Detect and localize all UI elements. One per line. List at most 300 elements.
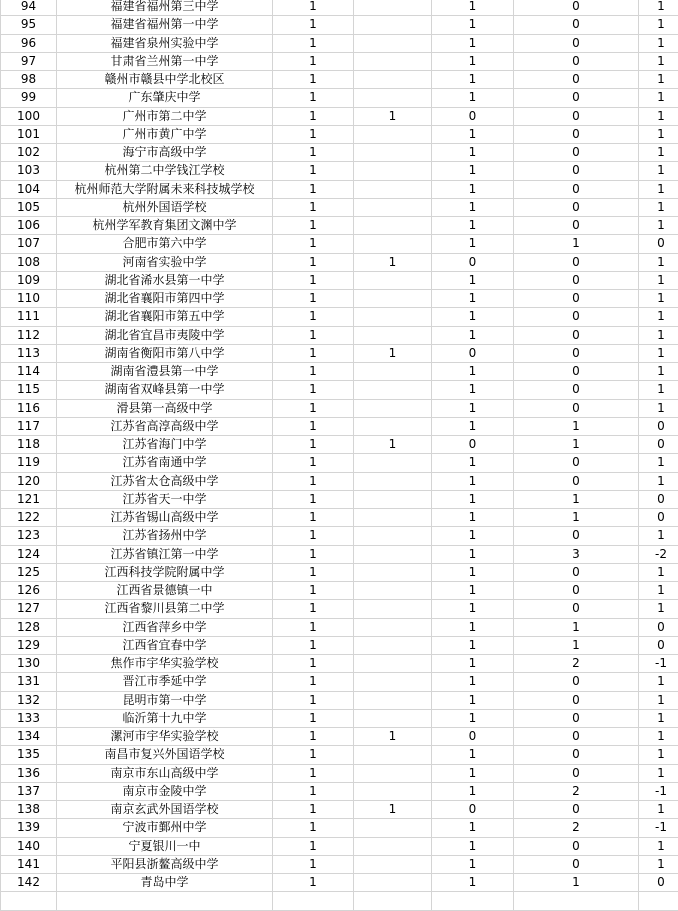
value-cell-c[interactable]: 1 xyxy=(432,16,514,34)
value-cell-d[interactable]: 1 xyxy=(514,874,639,892)
value-cell-e[interactable]: 1 xyxy=(639,144,678,162)
value-cell-b[interactable] xyxy=(354,89,432,107)
value-cell-d[interactable]: 1 xyxy=(514,509,639,527)
value-cell-c[interactable]: 1 xyxy=(432,709,514,727)
value-cell-b[interactable] xyxy=(354,746,432,764)
value-cell-e[interactable]: 0 xyxy=(639,636,678,654)
value-cell-c[interactable]: 1 xyxy=(432,655,514,673)
school-name-cell[interactable]: 广东肇庆中学 xyxy=(57,89,273,107)
school-name-cell[interactable]: 江苏省海门中学 xyxy=(57,436,273,454)
value-cell-b[interactable]: 1 xyxy=(354,107,432,125)
value-cell-c[interactable]: 1 xyxy=(432,125,514,143)
value-cell-d[interactable]: 2 xyxy=(514,655,639,673)
value-cell-d[interactable]: 1 xyxy=(514,636,639,654)
school-name-cell[interactable]: 河南省实验中学 xyxy=(57,253,273,271)
value-cell-e[interactable]: 1 xyxy=(639,326,678,344)
value-cell-e[interactable]: 0 xyxy=(639,417,678,435)
row-number-cell[interactable]: 116 xyxy=(1,399,57,417)
school-name-cell[interactable]: 杭州学军教育集团文渊中学 xyxy=(57,217,273,235)
value-cell-e[interactable]: -2 xyxy=(639,545,678,563)
value-cell-e[interactable]: 1 xyxy=(639,253,678,271)
value-cell-c[interactable]: 1 xyxy=(432,34,514,52)
value-cell-c[interactable]: 1 xyxy=(432,782,514,800)
school-name-cell[interactable]: 赣州市赣县中学北校区 xyxy=(57,71,273,89)
value-cell-a[interactable]: 1 xyxy=(273,381,354,399)
value-cell-b[interactable] xyxy=(354,764,432,782)
value-cell-b[interactable] xyxy=(354,308,432,326)
row-number-cell[interactable]: 123 xyxy=(1,527,57,545)
value-cell-d[interactable]: 0 xyxy=(514,344,639,362)
value-cell-c[interactable]: 0 xyxy=(432,107,514,125)
row-number-cell[interactable]: 95 xyxy=(1,16,57,34)
value-cell-a[interactable]: 1 xyxy=(273,801,354,819)
school-name-cell[interactable]: 江苏省扬州中学 xyxy=(57,527,273,545)
value-cell-d[interactable]: 0 xyxy=(514,89,639,107)
value-cell-d[interactable]: 0 xyxy=(514,563,639,581)
school-name-cell[interactable]: 宁波市鄞州中学 xyxy=(57,819,273,837)
value-cell-c[interactable]: 1 xyxy=(432,636,514,654)
value-cell-a[interactable]: 1 xyxy=(273,417,354,435)
school-name-cell[interactable]: 湖北省宜昌市夷陵中学 xyxy=(57,326,273,344)
value-cell-b[interactable] xyxy=(354,162,432,180)
value-cell-b[interactable] xyxy=(354,71,432,89)
row-number-cell[interactable]: 140 xyxy=(1,837,57,855)
value-cell-e[interactable]: 1 xyxy=(639,801,678,819)
row-number-cell[interactable]: 141 xyxy=(1,855,57,873)
value-cell-e[interactable]: 1 xyxy=(639,34,678,52)
value-cell-d[interactable]: 0 xyxy=(514,144,639,162)
row-number-cell[interactable]: 102 xyxy=(1,144,57,162)
value-cell-a[interactable]: 1 xyxy=(273,563,354,581)
value-cell-b[interactable]: 1 xyxy=(354,436,432,454)
value-cell-b[interactable] xyxy=(354,490,432,508)
row-number-cell[interactable]: 125 xyxy=(1,563,57,581)
school-name-cell[interactable]: 广州市黄广中学 xyxy=(57,125,273,143)
value-cell-d[interactable]: 0 xyxy=(514,271,639,289)
row-number-cell[interactable]: 117 xyxy=(1,417,57,435)
value-cell-a[interactable]: 1 xyxy=(273,746,354,764)
value-cell-c[interactable]: 1 xyxy=(432,673,514,691)
value-cell-d[interactable]: 0 xyxy=(514,107,639,125)
value-cell-d[interactable]: 2 xyxy=(514,819,639,837)
school-name-cell[interactable]: 湖北省襄阳市第五中学 xyxy=(57,308,273,326)
value-cell-d[interactable]: 0 xyxy=(514,855,639,873)
row-number-cell[interactable]: 139 xyxy=(1,819,57,837)
value-cell-e[interactable]: 1 xyxy=(639,180,678,198)
value-cell-e[interactable]: 0 xyxy=(639,509,678,527)
school-name-cell[interactable]: 江西科技学院附属中学 xyxy=(57,563,273,581)
school-name-cell[interactable]: 江西省景德镇一中 xyxy=(57,582,273,600)
value-cell-c[interactable]: 1 xyxy=(432,582,514,600)
value-cell-d[interactable]: 0 xyxy=(514,198,639,216)
value-cell-b[interactable] xyxy=(354,52,432,70)
value-cell-d[interactable]: 0 xyxy=(514,837,639,855)
value-cell-d[interactable]: 0 xyxy=(514,399,639,417)
value-cell-e[interactable]: 1 xyxy=(639,527,678,545)
value-cell-b[interactable] xyxy=(354,673,432,691)
value-cell-d[interactable]: 1 xyxy=(514,235,639,253)
value-cell-c[interactable]: 1 xyxy=(432,509,514,527)
value-cell-c[interactable]: 1 xyxy=(432,0,514,16)
school-name-cell[interactable]: 湖南省双峰县第一中学 xyxy=(57,381,273,399)
value-cell-e[interactable]: 0 xyxy=(639,874,678,892)
school-name-cell[interactable]: 湖南省衡阳市第八中学 xyxy=(57,344,273,362)
value-cell-b[interactable] xyxy=(354,782,432,800)
value-cell-d[interactable]: 3 xyxy=(514,545,639,563)
school-name-cell[interactable]: 南京市金陵中学 xyxy=(57,782,273,800)
value-cell-e[interactable]: 1 xyxy=(639,764,678,782)
value-cell-c[interactable]: 0 xyxy=(432,344,514,362)
value-cell-b[interactable] xyxy=(354,655,432,673)
value-cell-c[interactable]: 1 xyxy=(432,71,514,89)
value-cell-b[interactable] xyxy=(354,381,432,399)
value-cell-e[interactable]: -1 xyxy=(639,819,678,837)
value-cell-b[interactable] xyxy=(354,819,432,837)
row-number-cell[interactable]: 104 xyxy=(1,180,57,198)
school-name-cell[interactable]: 江苏省高淳高级中学 xyxy=(57,417,273,435)
row-number-cell[interactable]: 108 xyxy=(1,253,57,271)
value-cell-c[interactable]: 1 xyxy=(432,563,514,581)
row-number-cell[interactable]: 130 xyxy=(1,655,57,673)
value-cell-d[interactable]: 0 xyxy=(514,0,639,16)
value-cell-d[interactable]: 0 xyxy=(514,472,639,490)
value-cell-d[interactable]: 0 xyxy=(514,381,639,399)
school-name-cell[interactable]: 湖南省澧县第一中学 xyxy=(57,363,273,381)
value-cell-b[interactable] xyxy=(354,271,432,289)
row-number-cell[interactable]: 113 xyxy=(1,344,57,362)
row-number-cell[interactable]: 131 xyxy=(1,673,57,691)
value-cell-e[interactable]: 1 xyxy=(639,600,678,618)
school-name-cell[interactable]: 江苏省太仓高级中学 xyxy=(57,472,273,490)
value-cell-c[interactable]: 1 xyxy=(432,326,514,344)
value-cell-b[interactable] xyxy=(354,874,432,892)
value-cell-d[interactable]: 0 xyxy=(514,34,639,52)
value-cell-b[interactable] xyxy=(354,363,432,381)
value-cell-e[interactable]: 1 xyxy=(639,855,678,873)
school-name-cell[interactable]: 江苏省天一中学 xyxy=(57,490,273,508)
school-name-cell[interactable]: 晋江市季延中学 xyxy=(57,673,273,691)
row-number-cell[interactable]: 109 xyxy=(1,271,57,289)
value-cell-b[interactable]: 1 xyxy=(354,344,432,362)
value-cell-b[interactable] xyxy=(354,545,432,563)
value-cell-b[interactable] xyxy=(354,563,432,581)
value-cell-a[interactable]: 1 xyxy=(273,764,354,782)
value-cell-c[interactable]: 1 xyxy=(432,417,514,435)
value-cell-e[interactable]: 1 xyxy=(639,472,678,490)
row-number-cell[interactable]: 127 xyxy=(1,600,57,618)
value-cell-a[interactable]: 1 xyxy=(273,819,354,837)
row-number-cell[interactable]: 106 xyxy=(1,217,57,235)
value-cell-c[interactable]: 1 xyxy=(432,162,514,180)
value-cell-b[interactable] xyxy=(354,125,432,143)
value-cell-e[interactable]: 1 xyxy=(639,563,678,581)
row-number-cell[interactable]: 133 xyxy=(1,709,57,727)
value-cell-d[interactable]: 0 xyxy=(514,308,639,326)
value-cell-d[interactable]: 0 xyxy=(514,363,639,381)
row-number-cell[interactable]: 136 xyxy=(1,764,57,782)
school-name-cell[interactable]: 昆明市第一中学 xyxy=(57,691,273,709)
value-cell-e[interactable]: 1 xyxy=(639,16,678,34)
row-number-cell[interactable]: 105 xyxy=(1,198,57,216)
value-cell-d[interactable]: 0 xyxy=(514,16,639,34)
school-name-cell[interactable]: 甘肃省兰州第一中学 xyxy=(57,52,273,70)
value-cell-e[interactable]: 1 xyxy=(639,746,678,764)
value-cell-b[interactable]: 1 xyxy=(354,253,432,271)
school-name-cell[interactable]: 青岛中学 xyxy=(57,874,273,892)
value-cell-d[interactable]: 0 xyxy=(514,253,639,271)
value-cell-a[interactable]: 1 xyxy=(273,125,354,143)
school-name-cell[interactable]: 南京玄武外国语学校 xyxy=(57,801,273,819)
value-cell-e[interactable]: 1 xyxy=(639,125,678,143)
value-cell-e[interactable]: 0 xyxy=(639,436,678,454)
value-cell-a[interactable]: 1 xyxy=(273,855,354,873)
value-cell-a[interactable]: 1 xyxy=(273,34,354,52)
value-cell-e[interactable]: 1 xyxy=(639,344,678,362)
school-name-cell[interactable]: 江苏省南通中学 xyxy=(57,454,273,472)
value-cell-e[interactable]: 1 xyxy=(639,399,678,417)
value-cell-b[interactable] xyxy=(354,691,432,709)
value-cell-c[interactable]: 1 xyxy=(432,691,514,709)
value-cell-d[interactable]: 0 xyxy=(514,326,639,344)
value-cell-d[interactable]: 0 xyxy=(514,454,639,472)
school-name-cell[interactable]: 湖北省襄阳市第四中学 xyxy=(57,290,273,308)
value-cell-b[interactable] xyxy=(354,144,432,162)
row-number-cell[interactable]: 120 xyxy=(1,472,57,490)
value-cell-a[interactable]: 1 xyxy=(273,691,354,709)
value-cell-c[interactable]: 1 xyxy=(432,837,514,855)
value-cell-e[interactable]: 1 xyxy=(639,454,678,472)
row-number-cell[interactable]: 142 xyxy=(1,874,57,892)
row-number-cell[interactable]: 138 xyxy=(1,801,57,819)
value-cell-b[interactable]: 1 xyxy=(354,728,432,746)
value-cell-c[interactable]: 1 xyxy=(432,454,514,472)
value-cell-a[interactable]: 1 xyxy=(273,527,354,545)
row-number-cell[interactable]: 137 xyxy=(1,782,57,800)
value-cell-c[interactable]: 0 xyxy=(432,728,514,746)
school-name-cell[interactable]: 海宁市高级中学 xyxy=(57,144,273,162)
school-name-cell[interactable]: 焦作市宇华实验学校 xyxy=(57,655,273,673)
value-cell-e[interactable]: 1 xyxy=(639,162,678,180)
value-cell-e[interactable]: 1 xyxy=(639,52,678,70)
row-number-cell[interactable]: 107 xyxy=(1,235,57,253)
value-cell-a[interactable]: 1 xyxy=(273,673,354,691)
school-name-cell[interactable]: 南京市东山高级中学 xyxy=(57,764,273,782)
school-name-cell[interactable]: 湖北省浠水县第一中学 xyxy=(57,271,273,289)
value-cell-a[interactable]: 1 xyxy=(273,326,354,344)
value-cell-e[interactable]: 0 xyxy=(639,235,678,253)
value-cell-a[interactable]: 1 xyxy=(273,217,354,235)
value-cell-a[interactable]: 1 xyxy=(273,472,354,490)
row-number-cell[interactable]: 128 xyxy=(1,618,57,636)
value-cell-a[interactable]: 1 xyxy=(273,290,354,308)
value-cell-a[interactable]: 1 xyxy=(273,782,354,800)
value-cell-b[interactable] xyxy=(354,217,432,235)
value-cell-a[interactable]: 1 xyxy=(273,144,354,162)
value-cell-a[interactable]: 1 xyxy=(273,490,354,508)
value-cell-a[interactable]: 1 xyxy=(273,709,354,727)
value-cell-a[interactable]: 1 xyxy=(273,363,354,381)
value-cell-c[interactable]: 1 xyxy=(432,618,514,636)
value-cell-b[interactable] xyxy=(354,34,432,52)
row-number-cell[interactable]: 121 xyxy=(1,490,57,508)
row-number-cell[interactable]: 122 xyxy=(1,509,57,527)
value-cell-c[interactable]: 1 xyxy=(432,545,514,563)
value-cell-d[interactable]: 1 xyxy=(514,490,639,508)
value-cell-c[interactable]: 0 xyxy=(432,436,514,454)
value-cell-c[interactable]: 1 xyxy=(432,180,514,198)
value-cell-c[interactable]: 1 xyxy=(432,217,514,235)
value-cell-d[interactable]: 0 xyxy=(514,746,639,764)
value-cell-d[interactable]: 0 xyxy=(514,691,639,709)
value-cell-e[interactable]: 1 xyxy=(639,691,678,709)
value-cell-e[interactable]: 1 xyxy=(639,709,678,727)
row-number-cell[interactable]: 94 xyxy=(1,0,57,16)
value-cell-e[interactable]: 1 xyxy=(639,0,678,16)
value-cell-b[interactable] xyxy=(354,399,432,417)
value-cell-b[interactable] xyxy=(354,855,432,873)
value-cell-b[interactable] xyxy=(354,618,432,636)
value-cell-c[interactable]: 1 xyxy=(432,144,514,162)
value-cell-d[interactable]: 0 xyxy=(514,527,639,545)
value-cell-c[interactable]: 1 xyxy=(432,381,514,399)
value-cell-c[interactable]: 1 xyxy=(432,746,514,764)
value-cell-d[interactable]: 0 xyxy=(514,125,639,143)
value-cell-c[interactable]: 1 xyxy=(432,527,514,545)
value-cell-a[interactable]: 1 xyxy=(273,436,354,454)
value-cell-e[interactable]: 1 xyxy=(639,271,678,289)
value-cell-c[interactable]: 1 xyxy=(432,198,514,216)
value-cell-c[interactable]: 1 xyxy=(432,235,514,253)
value-cell-c[interactable]: 1 xyxy=(432,271,514,289)
value-cell-a[interactable]: 1 xyxy=(273,235,354,253)
school-name-cell[interactable]: 福建省泉州实验中学 xyxy=(57,34,273,52)
value-cell-d[interactable]: 2 xyxy=(514,782,639,800)
value-cell-d[interactable]: 0 xyxy=(514,709,639,727)
value-cell-d[interactable]: 0 xyxy=(514,52,639,70)
school-name-cell[interactable]: 江西省萍乡中学 xyxy=(57,618,273,636)
value-cell-e[interactable]: 1 xyxy=(639,728,678,746)
row-number-cell[interactable]: 118 xyxy=(1,436,57,454)
value-cell-e[interactable]: 0 xyxy=(639,618,678,636)
value-cell-c[interactable]: 1 xyxy=(432,600,514,618)
value-cell-a[interactable]: 1 xyxy=(273,89,354,107)
value-cell-c[interactable]: 0 xyxy=(432,253,514,271)
value-cell-d[interactable]: 0 xyxy=(514,217,639,235)
value-cell-a[interactable]: 1 xyxy=(273,545,354,563)
value-cell-d[interactable]: 0 xyxy=(514,582,639,600)
value-cell-e[interactable]: 1 xyxy=(639,308,678,326)
value-cell-c[interactable]: 1 xyxy=(432,363,514,381)
row-number-cell[interactable]: 135 xyxy=(1,746,57,764)
row-number-cell[interactable]: 126 xyxy=(1,582,57,600)
value-cell-b[interactable] xyxy=(354,16,432,34)
value-cell-e[interactable]: 1 xyxy=(639,89,678,107)
row-number-cell[interactable]: 101 xyxy=(1,125,57,143)
value-cell-c[interactable]: 1 xyxy=(432,764,514,782)
school-name-cell[interactable]: 杭州第二中学钱江学校 xyxy=(57,162,273,180)
value-cell-b[interactable] xyxy=(354,709,432,727)
value-cell-e[interactable]: 0 xyxy=(639,490,678,508)
school-name-cell[interactable]: 杭州师范大学附属未来科技城学校 xyxy=(57,180,273,198)
value-cell-a[interactable]: 1 xyxy=(273,874,354,892)
school-name-cell[interactable]: 福建省福州第一中学 xyxy=(57,16,273,34)
value-cell-a[interactable]: 1 xyxy=(273,600,354,618)
value-cell-d[interactable]: 0 xyxy=(514,600,639,618)
school-name-cell[interactable]: 杭州外国语学校 xyxy=(57,198,273,216)
value-cell-b[interactable] xyxy=(354,0,432,16)
value-cell-a[interactable]: 1 xyxy=(273,52,354,70)
value-cell-b[interactable] xyxy=(354,326,432,344)
value-cell-a[interactable]: 1 xyxy=(273,399,354,417)
value-cell-e[interactable]: 1 xyxy=(639,381,678,399)
value-cell-c[interactable]: 1 xyxy=(432,290,514,308)
school-name-cell[interactable]: 江西省宜春中学 xyxy=(57,636,273,654)
value-cell-d[interactable]: 0 xyxy=(514,180,639,198)
value-cell-e[interactable]: 1 xyxy=(639,363,678,381)
value-cell-b[interactable] xyxy=(354,180,432,198)
value-cell-d[interactable]: 0 xyxy=(514,801,639,819)
value-cell-c[interactable]: 1 xyxy=(432,308,514,326)
school-name-cell[interactable]: 江西省黎川县第二中学 xyxy=(57,600,273,618)
row-number-cell[interactable]: 111 xyxy=(1,308,57,326)
value-cell-a[interactable]: 1 xyxy=(273,655,354,673)
value-cell-a[interactable]: 1 xyxy=(273,636,354,654)
value-cell-c[interactable]: 1 xyxy=(432,490,514,508)
row-number-cell[interactable]: 115 xyxy=(1,381,57,399)
value-cell-d[interactable]: 0 xyxy=(514,71,639,89)
value-cell-b[interactable] xyxy=(354,636,432,654)
value-cell-e[interactable]: 1 xyxy=(639,673,678,691)
value-cell-e[interactable]: 1 xyxy=(639,198,678,216)
school-name-cell[interactable]: 南昌市复兴外国语学校 xyxy=(57,746,273,764)
value-cell-a[interactable]: 1 xyxy=(273,198,354,216)
row-number-cell[interactable]: 103 xyxy=(1,162,57,180)
row-number-cell[interactable]: 110 xyxy=(1,290,57,308)
value-cell-a[interactable]: 1 xyxy=(273,107,354,125)
row-number-cell[interactable]: 134 xyxy=(1,728,57,746)
value-cell-e[interactable]: 1 xyxy=(639,290,678,308)
value-cell-b[interactable] xyxy=(354,600,432,618)
school-name-cell[interactable]: 滑县第一高级中学 xyxy=(57,399,273,417)
row-number-cell[interactable]: 99 xyxy=(1,89,57,107)
school-name-cell[interactable]: 广州市第二中学 xyxy=(57,107,273,125)
value-cell-d[interactable]: 0 xyxy=(514,162,639,180)
value-cell-a[interactable]: 1 xyxy=(273,16,354,34)
value-cell-b[interactable] xyxy=(354,198,432,216)
value-cell-c[interactable]: 1 xyxy=(432,874,514,892)
value-cell-c[interactable]: 1 xyxy=(432,52,514,70)
value-cell-e[interactable]: 1 xyxy=(639,217,678,235)
value-cell-b[interactable] xyxy=(354,582,432,600)
school-name-cell[interactable]: 江苏省镇江第一中学 xyxy=(57,545,273,563)
value-cell-a[interactable]: 1 xyxy=(273,509,354,527)
row-number-cell[interactable]: 132 xyxy=(1,691,57,709)
school-name-cell[interactable]: 平阳县浙鳌高级中学 xyxy=(57,855,273,873)
value-cell-d[interactable]: 1 xyxy=(514,618,639,636)
value-cell-a[interactable]: 1 xyxy=(273,162,354,180)
value-cell-c[interactable]: 0 xyxy=(432,801,514,819)
value-cell-a[interactable]: 1 xyxy=(273,71,354,89)
school-name-cell[interactable]: 福建省福州第三中学 xyxy=(57,0,273,16)
value-cell-c[interactable]: 1 xyxy=(432,89,514,107)
value-cell-b[interactable] xyxy=(354,454,432,472)
school-name-cell[interactable]: 江苏省锡山高级中学 xyxy=(57,509,273,527)
row-number-cell[interactable]: 98 xyxy=(1,71,57,89)
value-cell-b[interactable] xyxy=(354,472,432,490)
value-cell-a[interactable]: 1 xyxy=(273,837,354,855)
value-cell-b[interactable] xyxy=(354,509,432,527)
row-number-cell[interactable]: 100 xyxy=(1,107,57,125)
